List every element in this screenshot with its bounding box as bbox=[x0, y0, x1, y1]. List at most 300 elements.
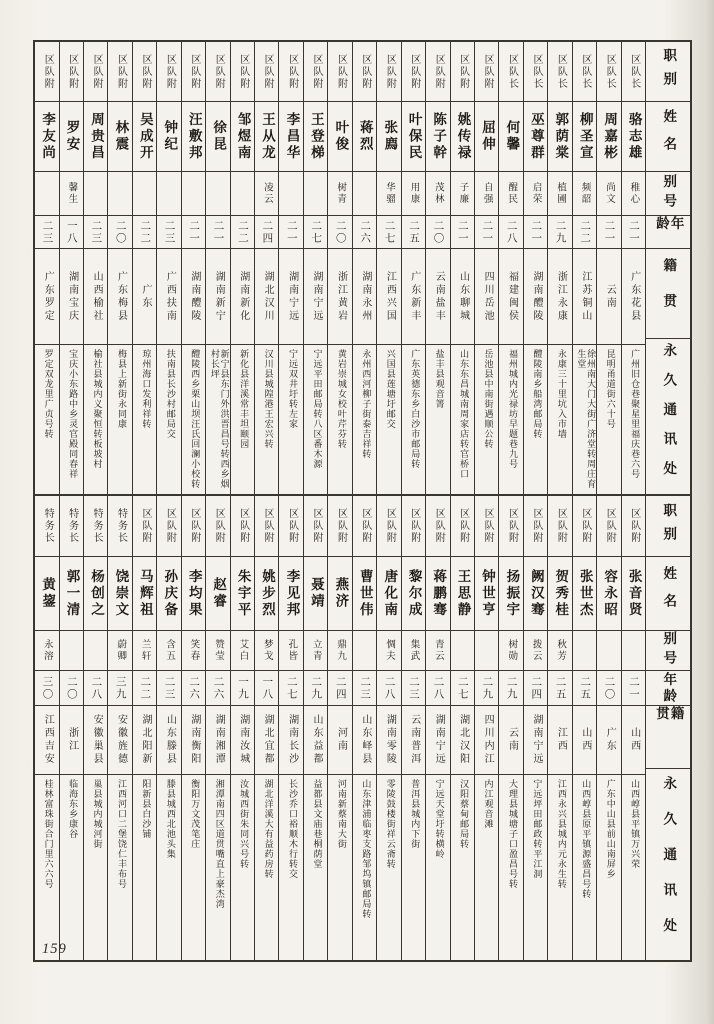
alias-cell: 植圃 bbox=[548, 172, 571, 216]
age-cell: 二九 bbox=[475, 671, 498, 706]
name-cell: 吴成开 bbox=[133, 102, 156, 172]
person-column bbox=[498, 496, 522, 960]
role-cell: 区队长 bbox=[597, 42, 620, 102]
role-cell: 区队附 bbox=[524, 496, 547, 557]
alias-cell: 用康 bbox=[402, 172, 425, 216]
role-cell: 区队附 bbox=[377, 496, 400, 557]
role-cell: 特务长 bbox=[35, 496, 58, 557]
age-cell: 三〇 bbox=[35, 671, 58, 706]
origin-cell: 福建闽侯 bbox=[499, 249, 522, 345]
alias-cell: 兰轩 bbox=[133, 631, 156, 671]
address-cell: 永州西河柳子街泰吉祥转 bbox=[360, 349, 371, 459]
age-cell: 一八 bbox=[255, 671, 278, 706]
age-cell: 二七 bbox=[377, 216, 400, 249]
age-cell: 二七 bbox=[279, 671, 302, 706]
age-cell: 二二 bbox=[133, 216, 156, 249]
person-column bbox=[35, 42, 58, 494]
address-cell: 醴陵南乡船湾邮局转 bbox=[531, 349, 542, 439]
role-cell: 区队长 bbox=[524, 42, 547, 102]
role-cell: 区队附 bbox=[426, 496, 449, 557]
person-column bbox=[278, 42, 302, 494]
person-column bbox=[352, 496, 376, 960]
name-cell: 罗安 bbox=[60, 102, 83, 172]
address-cell: 河南新蔡南大街 bbox=[335, 779, 346, 849]
origin-cell: 湖北汉阳 bbox=[451, 706, 474, 775]
person-column bbox=[181, 42, 205, 494]
age-cell: 二三 bbox=[157, 671, 180, 706]
person-column bbox=[35, 496, 58, 960]
person-column bbox=[230, 42, 254, 494]
name-cell: 容永昭 bbox=[597, 557, 620, 631]
role-cell: 特务长 bbox=[60, 496, 83, 557]
age-cell: 二三 bbox=[84, 216, 107, 249]
age-cell: 二五 bbox=[573, 671, 596, 706]
person-column bbox=[547, 496, 571, 960]
role-cell: 区队附 bbox=[182, 496, 205, 557]
alias-cell: 梦戈 bbox=[255, 631, 278, 671]
alias-cell bbox=[279, 172, 302, 216]
alias-cell: 笑春 bbox=[182, 631, 205, 671]
address-cell: 汉川县城隍港王宏兴转 bbox=[262, 349, 273, 449]
origin-cell: 湖南醴陵 bbox=[524, 249, 547, 345]
name-cell: 柳圣宣 bbox=[573, 102, 596, 172]
person-column bbox=[474, 496, 498, 960]
age-cell: 二六 bbox=[182, 671, 205, 706]
name-cell: 周嘉彬 bbox=[597, 102, 620, 172]
person-column bbox=[596, 42, 620, 494]
origin-cell: 浙江黄岩 bbox=[328, 249, 351, 345]
role-cell: 区队长 bbox=[573, 42, 596, 102]
name-cell: 王从龙 bbox=[255, 102, 278, 172]
origin-cell: 山东益都 bbox=[304, 706, 327, 775]
name-cell: 燕济 bbox=[328, 557, 351, 631]
origin-cell: 湖南长沙 bbox=[279, 706, 302, 775]
address-cell: 梅县上新街永同康 bbox=[115, 349, 126, 429]
person-column bbox=[254, 42, 278, 494]
row-label: 别号 bbox=[646, 631, 690, 671]
origin-cell: 湖南宁远 bbox=[279, 249, 302, 345]
row-label: 永久通讯处 bbox=[646, 339, 690, 494]
age-cell: 二三 bbox=[353, 671, 376, 706]
role-cell: 区队附 bbox=[304, 496, 327, 557]
origin-cell: 浙江 bbox=[60, 706, 83, 775]
role-cell: 区队附 bbox=[475, 496, 498, 557]
origin-cell: 广东 bbox=[597, 706, 620, 775]
age-cell: 二五 bbox=[548, 671, 571, 706]
address-cell: 广州旧仓巷聚星里福庆巷六号 bbox=[629, 349, 640, 479]
alias-cell: 立青 bbox=[304, 631, 327, 671]
age-cell: 二三 bbox=[35, 216, 58, 249]
origin-cell: 山东聊城 bbox=[451, 249, 474, 345]
age-cell: 二八 bbox=[377, 671, 400, 706]
alias-cell bbox=[622, 631, 645, 671]
address-cell: 兴国县莲塘圩邮交 bbox=[384, 349, 395, 429]
role-cell: 区队附 bbox=[84, 42, 107, 102]
name-cell: 屈伸 bbox=[475, 102, 498, 172]
person-column bbox=[425, 496, 449, 960]
person-column bbox=[83, 42, 107, 494]
age-cell: 二一 bbox=[622, 671, 645, 706]
role-cell: 区队附 bbox=[231, 42, 254, 102]
address-cell: 湖北洋溪大有益药房转 bbox=[262, 779, 273, 879]
person-column bbox=[572, 42, 596, 494]
address-cell: 罗定双龙里广贞号转 bbox=[42, 349, 53, 439]
name-cell: 黄鋆 bbox=[35, 557, 58, 631]
row-label: 永久通讯处 bbox=[646, 769, 690, 960]
age-cell: 二〇 bbox=[108, 216, 131, 249]
name-cell: 钟世亨 bbox=[475, 557, 498, 631]
origin-cell: 江西 bbox=[548, 706, 571, 775]
origin-cell: 云南 bbox=[499, 706, 522, 775]
name-cell: 钟纪 bbox=[157, 102, 180, 172]
person-column bbox=[425, 42, 449, 494]
origin-cell: 安徽旌德 bbox=[108, 706, 131, 775]
origin-cell: 湖南湘潭 bbox=[206, 706, 229, 775]
origin-cell: 江西吉安 bbox=[35, 706, 58, 775]
name-cell: 邹煜南 bbox=[231, 102, 254, 172]
alias-cell bbox=[597, 631, 620, 671]
person-column bbox=[59, 496, 83, 960]
name-cell: 扬振宇 bbox=[499, 557, 522, 631]
name-cell: 孙庆备 bbox=[157, 557, 180, 631]
role-cell: 区队附 bbox=[451, 496, 474, 557]
age-cell: 二九 bbox=[499, 671, 522, 706]
name-cell: 李友尚 bbox=[35, 102, 58, 172]
name-cell: 张世杰 bbox=[573, 557, 596, 631]
origin-cell: 广东罗定 bbox=[35, 249, 58, 345]
person-column bbox=[327, 496, 351, 960]
name-cell: 林震 bbox=[108, 102, 131, 172]
alias-cell bbox=[157, 172, 180, 216]
age-cell: 二〇 bbox=[60, 671, 83, 706]
address-cell: 阳新县白沙铺 bbox=[140, 779, 151, 839]
alias-cell bbox=[35, 172, 58, 216]
origin-cell: 安徽巢县 bbox=[84, 706, 107, 775]
role-cell: 区队附 bbox=[548, 496, 571, 557]
person-column bbox=[401, 496, 425, 960]
name-cell: 骆志雄 bbox=[622, 102, 645, 172]
origin-cell: 四川岳池 bbox=[475, 249, 498, 345]
row-label: 姓名 bbox=[646, 102, 690, 172]
role-cell: 区队附 bbox=[402, 42, 425, 102]
address-cell: 岳池县中南街遇顺公转 bbox=[482, 349, 493, 449]
age-cell: 二七 bbox=[451, 671, 474, 706]
origin-cell: 云南普洱 bbox=[402, 706, 425, 775]
age-cell: 二二 bbox=[573, 216, 596, 249]
address-cell: 长沙乔口裕顺木行转交 bbox=[287, 779, 298, 879]
origin-cell: 湖南新宁 bbox=[206, 249, 229, 345]
person-column bbox=[547, 42, 571, 494]
address-cell: 宝庆小东路中乡灵官殿同春祥 bbox=[67, 349, 78, 479]
address-cell: 琼州海口发利祥转 bbox=[140, 349, 151, 429]
row-label: 职别 bbox=[646, 42, 690, 102]
address-cell: 扶南县长沙村邮局交 bbox=[164, 349, 175, 439]
age-cell: 一九 bbox=[231, 671, 254, 706]
address-cell: 普洱县城内下街 bbox=[409, 779, 420, 849]
age-cell: 二三 bbox=[157, 216, 180, 249]
person-column bbox=[205, 42, 229, 494]
personnel-roster-table bbox=[33, 40, 692, 962]
name-cell: 李见邦 bbox=[279, 557, 302, 631]
name-cell: 周贵昌 bbox=[84, 102, 107, 172]
alias-cell bbox=[84, 172, 107, 216]
alias-cell bbox=[304, 172, 327, 216]
name-cell: 曹世伟 bbox=[353, 557, 376, 631]
origin-cell: 湖南宁远 bbox=[426, 706, 449, 775]
role-cell: 区队附 bbox=[133, 42, 156, 102]
age-cell: 二二 bbox=[231, 216, 254, 249]
name-cell: 阙汉骞 bbox=[524, 557, 547, 631]
roster-band-top bbox=[35, 42, 690, 496]
address-cell: 新化县洋溪常丰坦颐园 bbox=[238, 349, 249, 449]
person-column bbox=[450, 496, 474, 960]
alias-cell bbox=[108, 172, 131, 216]
roster-band-bottom bbox=[35, 496, 690, 960]
person-column bbox=[327, 42, 351, 494]
alias-cell: 孔皆 bbox=[279, 631, 302, 671]
name-cell: 叶保民 bbox=[402, 102, 425, 172]
person-column bbox=[303, 42, 327, 494]
address-cell: 永康三十里坑入市墙 bbox=[555, 349, 566, 439]
age-cell: 二一 bbox=[206, 216, 229, 249]
alias-cell: 赞莹 bbox=[206, 631, 229, 671]
role-cell: 区队附 bbox=[35, 42, 58, 102]
address-cell: 徐州南大门大街广济堂转周庄育生堂 bbox=[575, 349, 596, 489]
address-cell: 衡阳万文茂笔庄 bbox=[189, 779, 200, 849]
age-cell: 二九 bbox=[548, 216, 571, 249]
role-cell: 区队附 bbox=[157, 42, 180, 102]
person-column bbox=[107, 42, 131, 494]
person-column bbox=[230, 496, 254, 960]
name-cell: 马辉祖 bbox=[133, 557, 156, 631]
origin-cell: 湖南宝庆 bbox=[60, 249, 83, 345]
origin-cell: 湖南醴陵 bbox=[182, 249, 205, 345]
role-cell: 区队附 bbox=[255, 496, 278, 557]
alias-cell: 稚心 bbox=[622, 172, 645, 216]
row-label: 姓名 bbox=[646, 557, 690, 631]
origin-cell: 四川内江 bbox=[475, 706, 498, 775]
person-column bbox=[376, 42, 400, 494]
alias-cell bbox=[451, 631, 474, 671]
address-cell: 益都县文庙巷桐荫堂 bbox=[311, 779, 322, 869]
address-cell: 山东东昌城南周家店转官桥口 bbox=[458, 349, 469, 479]
person-column bbox=[132, 496, 156, 960]
age-cell: 二四 bbox=[524, 671, 547, 706]
age-cell: 二一 bbox=[524, 216, 547, 249]
person-column bbox=[401, 42, 425, 494]
alias-cell: 华骝 bbox=[377, 172, 400, 216]
role-cell: 区队附 bbox=[206, 42, 229, 102]
person-column bbox=[572, 496, 596, 960]
origin-cell: 江苏铜山 bbox=[573, 249, 596, 345]
address-cell: 宁远坪田邮政转平江洞 bbox=[531, 779, 542, 879]
alias-cell: 频韶 bbox=[573, 172, 596, 216]
alias-cell bbox=[353, 172, 376, 216]
address-cell: 广东英德东乡白沙市邮局转 bbox=[409, 349, 420, 469]
age-cell: 二四 bbox=[255, 216, 278, 249]
person-column bbox=[254, 496, 278, 960]
address-cell: 内江观音滩 bbox=[482, 779, 493, 829]
role-cell: 区队附 bbox=[622, 496, 645, 557]
person-column bbox=[498, 42, 522, 494]
origin-cell: 浙江永康 bbox=[548, 249, 571, 345]
person-column bbox=[303, 496, 327, 960]
alias-cell: 永溶 bbox=[35, 631, 58, 671]
person-column bbox=[107, 496, 131, 960]
name-cell: 巫尊群 bbox=[524, 102, 547, 172]
alias-cell: 启荣 bbox=[524, 172, 547, 216]
address-cell: 江西永兴县城内元永生转 bbox=[555, 779, 566, 889]
address-cell: 宁远天堂圩转横岭 bbox=[433, 779, 444, 859]
origin-cell: 广东梅县 bbox=[108, 249, 131, 345]
person-column bbox=[450, 42, 474, 494]
address-cell: 福州城内光禄坊早题巷九号 bbox=[506, 349, 517, 469]
name-cell: 聂靖 bbox=[304, 557, 327, 631]
role-cell: 特务长 bbox=[108, 496, 131, 557]
name-cell: 贺秀桂 bbox=[548, 557, 571, 631]
alias-cell: 艾白 bbox=[231, 631, 254, 671]
origin-cell: 湖北宜都 bbox=[255, 706, 278, 775]
age-cell: 二八 bbox=[499, 216, 522, 249]
row-header-column bbox=[645, 42, 690, 494]
age-cell: 二一 bbox=[475, 216, 498, 249]
age-cell: 二〇 bbox=[426, 216, 449, 249]
name-cell: 张廌 bbox=[377, 102, 400, 172]
role-cell: 区队附 bbox=[426, 42, 449, 102]
alias-cell: 惆夫 bbox=[377, 631, 400, 671]
origin-cell: 山西榆社 bbox=[84, 249, 107, 345]
alias-cell: 拨云 bbox=[524, 631, 547, 671]
alias-cell: 蔚卿 bbox=[108, 631, 131, 671]
age-cell: 二一 bbox=[279, 216, 302, 249]
address-cell: 桂林富珠街合门里六六号 bbox=[42, 779, 53, 889]
role-cell: 区队附 bbox=[133, 496, 156, 557]
address-cell: 盐丰县观音箐 bbox=[433, 349, 444, 409]
origin-cell: 山东峄县 bbox=[353, 706, 376, 775]
address-cell: 醴陵西乡栗山坝汪氏回澜小校转 bbox=[189, 349, 200, 489]
role-cell: 区队附 bbox=[499, 496, 522, 557]
address-cell: 巢县城内城河街 bbox=[91, 779, 102, 849]
alias-cell: 醒民 bbox=[499, 172, 522, 216]
address-cell: 山西崞县原平镇源盛昌号转 bbox=[580, 779, 591, 899]
name-cell: 黎尔成 bbox=[402, 557, 425, 631]
address-cell: 昆明甬道街六十号 bbox=[604, 349, 615, 429]
person-column bbox=[523, 42, 547, 494]
address-cell: 广东中山县前山南屏乡 bbox=[604, 779, 615, 879]
person-column bbox=[621, 42, 645, 494]
person-column bbox=[376, 496, 400, 960]
role-cell: 区队附 bbox=[573, 496, 596, 557]
alias-cell: 树勋 bbox=[499, 631, 522, 671]
alias-cell bbox=[353, 631, 376, 671]
alias-cell: 凌云 bbox=[255, 172, 278, 216]
origin-cell: 湖南汝城 bbox=[231, 706, 254, 775]
origin-cell: 广东新丰 bbox=[402, 249, 425, 345]
role-cell: 特务长 bbox=[84, 496, 107, 557]
role-cell: 区队附 bbox=[157, 496, 180, 557]
role-cell: 区队附 bbox=[255, 42, 278, 102]
name-cell: 姚步烈 bbox=[255, 557, 278, 631]
person-column bbox=[278, 496, 302, 960]
role-cell: 区队长 bbox=[548, 42, 571, 102]
origin-cell: 山西 bbox=[622, 706, 645, 775]
name-cell: 郭荫棠 bbox=[548, 102, 571, 172]
origin-cell: 湖北汉川 bbox=[255, 249, 278, 345]
row-label: 籍贯 bbox=[646, 249, 690, 339]
name-cell: 姚传禄 bbox=[451, 102, 474, 172]
person-column bbox=[523, 496, 547, 960]
origin-cell: 广西扶南 bbox=[157, 249, 180, 345]
name-cell: 陈子幹 bbox=[426, 102, 449, 172]
alias-cell: 树青 bbox=[328, 172, 351, 216]
origin-cell: 河南 bbox=[328, 706, 351, 775]
age-cell: 二五 bbox=[402, 216, 425, 249]
address-cell: 山西崞县平镇万兴荣 bbox=[629, 779, 640, 869]
age-cell: 二九 bbox=[304, 671, 327, 706]
origin-cell: 湖南衡阳 bbox=[182, 706, 205, 775]
name-cell: 饶崇文 bbox=[108, 557, 131, 631]
age-cell: 二七 bbox=[304, 216, 327, 249]
age-cell: 二〇 bbox=[328, 216, 351, 249]
name-cell: 朱宇平 bbox=[231, 557, 254, 631]
role-cell: 区队附 bbox=[353, 42, 376, 102]
person-column bbox=[156, 496, 180, 960]
alias-cell bbox=[475, 631, 498, 671]
alias-cell bbox=[60, 631, 83, 671]
page-number: 159 bbox=[42, 941, 67, 957]
origin-cell: 湖南新化 bbox=[231, 249, 254, 345]
role-cell: 区队附 bbox=[328, 42, 351, 102]
address-cell: 汉阳蔡甸邮局转 bbox=[458, 779, 469, 849]
address-cell: 新宁县东门外洪晋昌号转西乡烟村长坪 bbox=[208, 349, 229, 489]
age-cell: 二一 bbox=[182, 216, 205, 249]
name-cell: 郭一清 bbox=[60, 557, 83, 631]
address-cell: 零陵鼓楼街祥云斋转 bbox=[384, 779, 395, 869]
person-column bbox=[621, 496, 645, 960]
age-cell: 一八 bbox=[60, 216, 83, 249]
alias-cell bbox=[133, 172, 156, 216]
row-label: 年龄 bbox=[646, 216, 690, 249]
origin-cell: 山西 bbox=[573, 706, 596, 775]
name-cell: 汪敷邦 bbox=[182, 102, 205, 172]
row-label: 职别 bbox=[646, 496, 690, 557]
person-column bbox=[132, 42, 156, 494]
role-cell: 区队附 bbox=[451, 42, 474, 102]
age-cell: 二一 bbox=[597, 216, 620, 249]
role-cell: 区队附 bbox=[108, 42, 131, 102]
origin-cell: 湖南宁远 bbox=[524, 706, 547, 775]
alias-cell: 青云 bbox=[426, 631, 449, 671]
alias-cell: 自强 bbox=[475, 172, 498, 216]
age-cell: 二一 bbox=[622, 216, 645, 249]
address-cell: 湘潭南四区道贯嘴直上豪杰湾 bbox=[213, 779, 224, 909]
person-column bbox=[156, 42, 180, 494]
row-header-column bbox=[645, 496, 690, 960]
origin-cell: 云南盐丰 bbox=[426, 249, 449, 345]
role-cell: 区队附 bbox=[402, 496, 425, 557]
person-column bbox=[83, 496, 107, 960]
alias-cell bbox=[231, 172, 254, 216]
person-column bbox=[474, 42, 498, 494]
name-cell: 何馨 bbox=[499, 102, 522, 172]
age-cell: 二八 bbox=[84, 671, 107, 706]
name-cell: 王登梯 bbox=[304, 102, 327, 172]
age-cell: 二一 bbox=[451, 216, 474, 249]
origin-cell: 湖南永州 bbox=[353, 249, 376, 345]
role-cell: 区队附 bbox=[304, 42, 327, 102]
role-cell: 区队附 bbox=[182, 42, 205, 102]
alias-cell: 鼎九 bbox=[328, 631, 351, 671]
